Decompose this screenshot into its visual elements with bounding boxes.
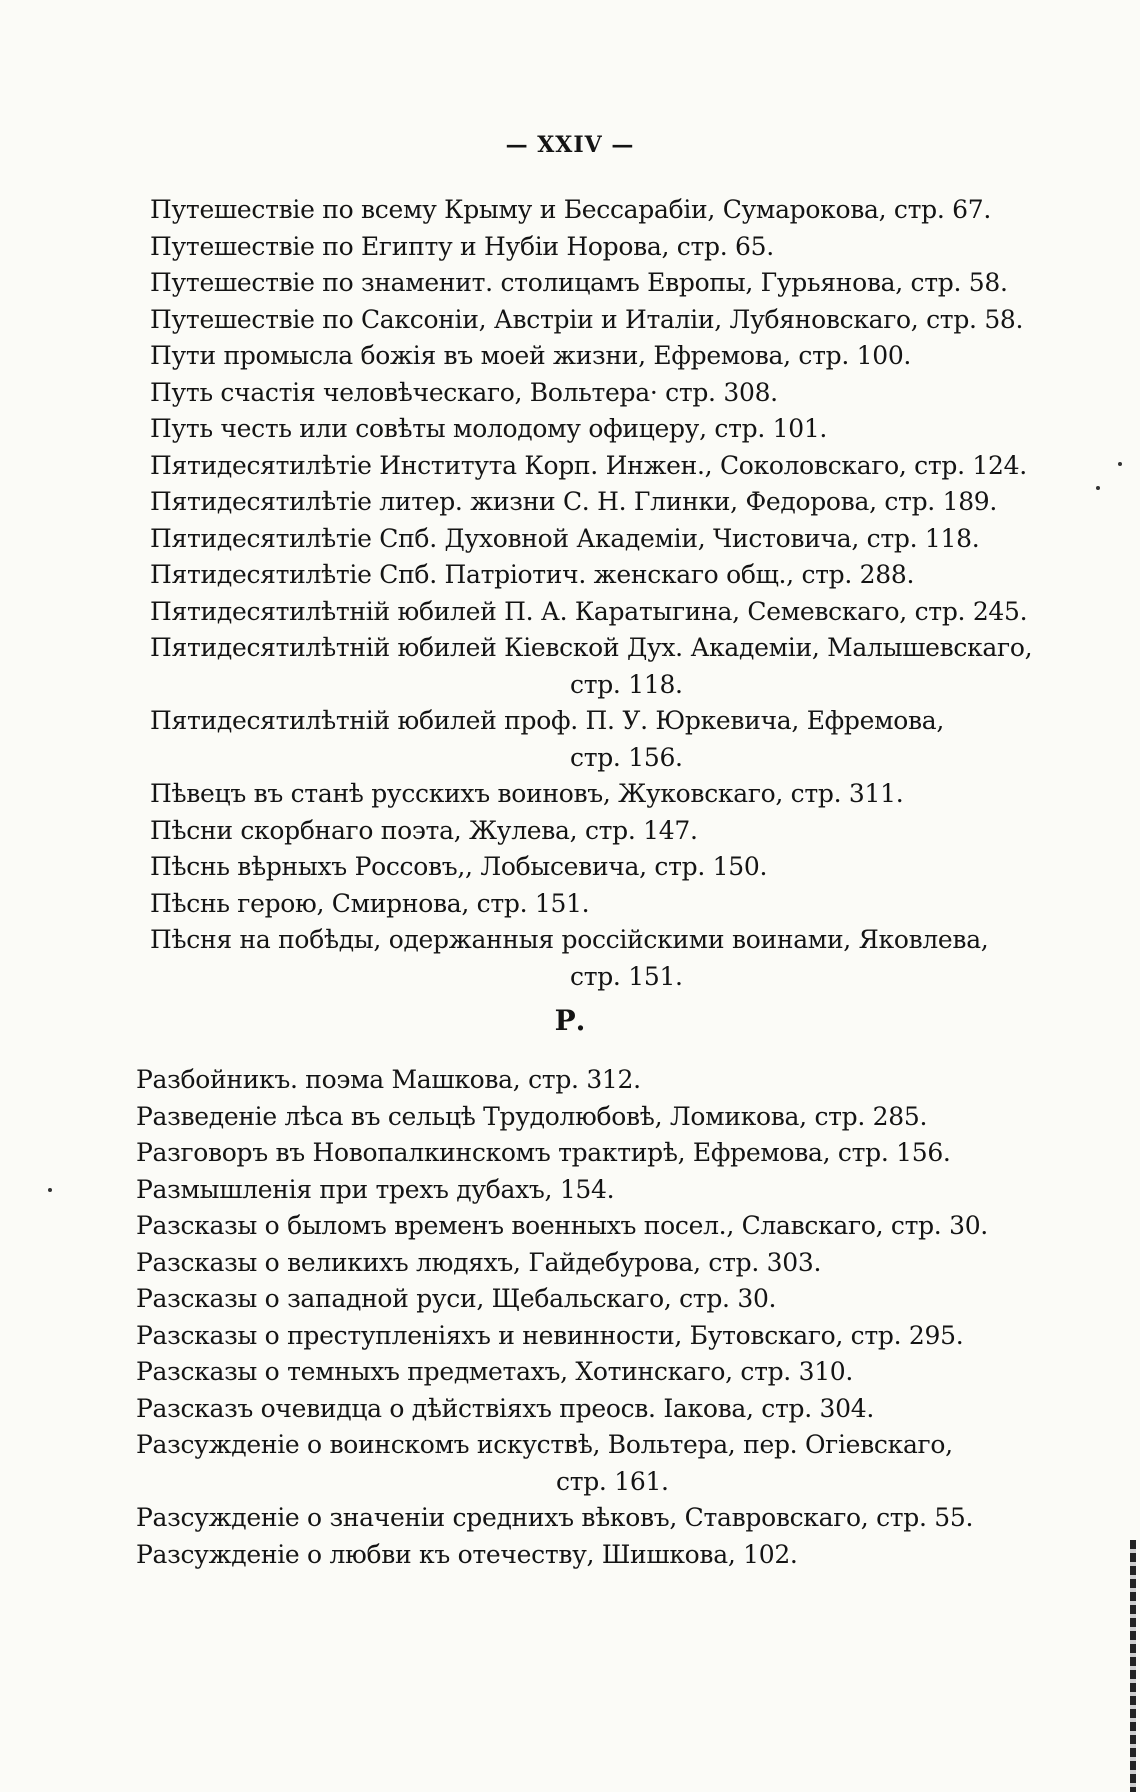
- index-entry: [136, 1427, 986, 1500]
- index-entry: [150, 849, 1000, 886]
- index-entry: [136, 1537, 986, 1574]
- index-entry: [150, 776, 1000, 813]
- index-entry-text: Разсказы о западной руси, Щебальскаго, стр. 30.: [136, 1284, 777, 1313]
- index-entry: [136, 1281, 986, 1318]
- index-entry-text: Разсказъ очевидца о дѣйствіяхъ преосв. Іакова, стр. 304.: [136, 1393, 874, 1423]
- page-number: — XXIV —: [505, 132, 635, 158]
- scan-speck: [1096, 486, 1100, 490]
- index-entry-text: Пѣснь вѣрныхъ Россовъ,, Лобысевича, стр. 150.: [150, 852, 768, 881]
- scan-speck: [48, 1188, 52, 1192]
- index-entry: [150, 302, 1024, 339]
- index-entry: [150, 886, 1000, 923]
- index-entry: [136, 1318, 986, 1355]
- index-entry-text: Разсказы о преступленіяхъ и невинности, Бутовскаго, стр. 295.: [136, 1320, 964, 1350]
- index-list-p: [150, 192, 1033, 995]
- index-entry: [150, 229, 1000, 266]
- index-entry-text: Пятидесятилѣтіе Спб. Духовной Академіи, Чистовича, стр. 118.: [150, 523, 980, 553]
- index-entry: [150, 448, 1027, 485]
- index-entry-continuation: стр. 151.: [570, 961, 683, 991]
- index-entry: [136, 1391, 986, 1428]
- index-entry-text: Путь счастія человѣческаго, Вольтера· стр. 308.: [150, 377, 778, 407]
- index-entry: [136, 1062, 986, 1099]
- index-entry-text: Пѣснь герою, Смирнова, стр. 151.: [150, 888, 590, 918]
- index-entry-text: Пути промысла божія въ моей жизни, Ефремова, стр. 100.: [150, 341, 912, 370]
- index-entry-text: Разсказы о темныхъ предметахъ, Хотинскаго, стр. 310.: [136, 1357, 854, 1386]
- section-letter: Р.: [554, 1004, 586, 1037]
- scan-edge-artifact: [1130, 1540, 1136, 1792]
- index-entry-continuation: стр. 118.: [570, 669, 683, 699]
- index-entry-text: Пятидесятилѣтній юбилей Кіевской Дух. Академіи, Малышевскаго,: [150, 633, 1033, 662]
- index-entry: [150, 484, 1000, 521]
- index-entry: [136, 1354, 986, 1391]
- index-entry: [150, 521, 1000, 558]
- index-entry: [150, 192, 1000, 229]
- index-entry-continuation: стр. 156.: [570, 742, 683, 772]
- index-entry-text: Пѣсня на побѣды, одержанныя россійскими воинами, Яковлева,: [150, 925, 989, 954]
- index-entry: [136, 1500, 986, 1537]
- index-entry-continuation: стр. 161.: [556, 1466, 669, 1496]
- scan-speck: [1118, 462, 1122, 466]
- index-entry-text: Разсужденіе о любви къ отечеству, Шишкова, 102.: [136, 1539, 798, 1569]
- index-entry-text: Пятидесятилѣтній юбилей проф. П. У. Юркевича, Ефремова,: [150, 706, 945, 735]
- index-entry-text: Пятидесятилѣтіе Спб. Патріотич. женскаго общ., стр. 288.: [150, 560, 915, 589]
- index-entry-text: Путь честь или совѣты молодому офицеру, стр. 101.: [150, 414, 828, 443]
- index-entry-text: Размышленія при трехъ дубахъ, 154.: [136, 1174, 615, 1204]
- index-entry: [136, 1208, 986, 1245]
- index-entry: [150, 411, 1000, 448]
- index-entry-text: Разсказы о быломъ временъ военныхъ посел., Славскаго, стр. 30.: [136, 1211, 988, 1240]
- index-entry-text: Путешествіе по Египту и Нубіи Норова, стр. 65.: [150, 231, 774, 261]
- index-entry-text: Разсужденіе о воинскомъ искуствѣ, Вольтера, пер. Огіевскаго,: [136, 1430, 953, 1459]
- index-entry-text: Пятидесятилѣтіе литер. жизни С. Н. Глинки, Федорова, стр. 189.: [150, 487, 998, 516]
- index-entry-text: Путешествіе по Саксоніи, Австріи и Италіи, Лубяновскаго, стр. 58.: [150, 304, 1024, 334]
- index-entry-text: Пѣвецъ въ станѣ русскихъ воиновъ, Жуковскаго, стр. 311.: [150, 779, 904, 808]
- index-entry: [136, 1172, 986, 1209]
- index-entry-text: Пѣсни скорбнаго поэта, Жулева, стр. 147.: [150, 815, 698, 845]
- index-entry-text: Пятидесятилѣтній юбилей П. А. Каратыгина, Семевскаго, стр. 245.: [150, 596, 1028, 626]
- index-entry-text: Разговоръ въ Новопалкинскомъ трактирѣ, Ефремова, стр. 156.: [136, 1138, 951, 1167]
- index-entry: [150, 338, 1000, 375]
- index-entry: [150, 813, 1000, 850]
- index-entry: [150, 557, 1000, 594]
- index-entry-text: Разведеніе лѣса въ сельцѣ Трудолюбовѣ, Ломикова, стр. 285.: [136, 1101, 928, 1131]
- index-entry: [150, 375, 1000, 412]
- index-list-r: [136, 1062, 986, 1573]
- index-entry-text: Разсказы о великихъ людяхъ, Гайдебурова, стр. 303.: [136, 1247, 822, 1277]
- index-entry-text: Путешествіе по знаменит. столицамъ Европы, Гурьянова, стр. 58.: [150, 268, 1008, 297]
- index-entry-text: Пятидесятилѣтіе Института Корп. Инжен., Соколовскаго, стр. 124.: [150, 450, 1027, 480]
- index-entry: [150, 594, 1028, 631]
- index-entry: [150, 630, 1033, 703]
- index-entry-text: Путешествіе по всему Крыму и Бессарабіи, Сумарокова, стр. 67.: [150, 195, 991, 224]
- index-entry: [150, 922, 1000, 995]
- index-entry: [136, 1135, 986, 1172]
- index-entry-text: Разсужденіе о значеніи среднихъ вѣковъ, Ставровскаго, стр. 55.: [136, 1503, 974, 1532]
- index-entry: [150, 265, 1008, 302]
- index-entry: [150, 703, 1000, 776]
- index-entry-text: Разбойникъ. поэма Машкова, стр. 312.: [136, 1065, 641, 1094]
- index-entry: [136, 1245, 986, 1282]
- index-entry: [136, 1099, 986, 1136]
